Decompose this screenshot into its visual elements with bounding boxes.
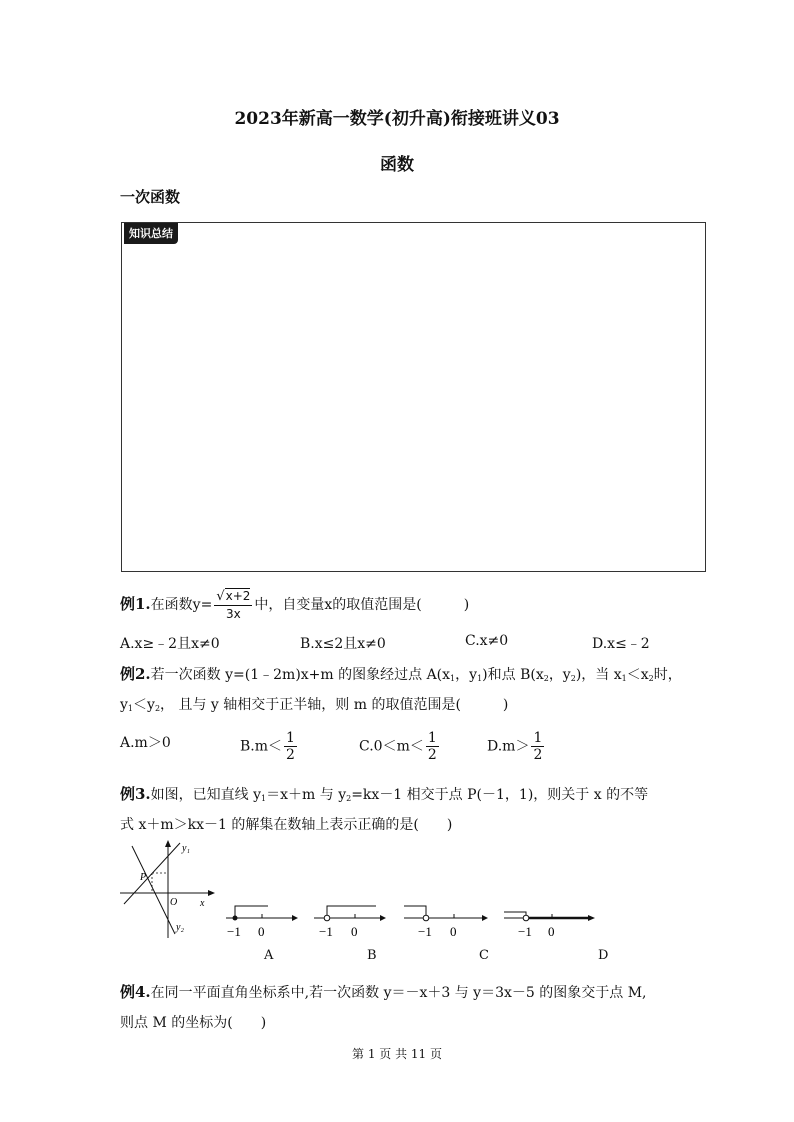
example-1: [120, 588, 469, 622]
nl-label-0: 0: [548, 924, 555, 939]
ex2-option-d-text: D.m＞: [487, 738, 530, 755]
nl-point: [233, 916, 238, 921]
example-2-option-d: [487, 730, 546, 763]
ex2-text: ，y: [548, 667, 571, 683]
page-subtitle: 函数: [380, 155, 414, 175]
example-3-option-a: A: [264, 948, 274, 963]
ex3-text: =kx－1 相交于点 P(－1，1)，则关于 x 的不等: [351, 787, 649, 803]
nl-arrow: [380, 915, 386, 921]
graph-y-arrow: [165, 840, 171, 847]
ex2-option-c-text: C.0＜m＜: [359, 738, 424, 755]
example-1-option-d: D.x≤﹣2: [592, 636, 650, 652]
example-3-line-2: 式 x＋m＞kx－1 的解集在数轴上表示正确的是( ): [120, 817, 453, 833]
example-4-label: 例4.: [120, 983, 151, 1001]
graph-x-arrow: [208, 890, 215, 896]
ex2-text: ，y: [455, 667, 478, 683]
nl-arrow: [292, 915, 298, 921]
ex2-half-fraction: [426, 730, 439, 763]
example-4-line-1: [120, 981, 647, 1002]
number-line-a: [224, 902, 300, 942]
ex2-text: )和点 B(x: [482, 667, 544, 683]
ex2-sub: 2: [154, 704, 161, 713]
frac-den: 2: [286, 747, 295, 763]
graph-label-x: x: [200, 898, 205, 909]
nl-label-0: 0: [450, 924, 457, 939]
ex2-option-a-text: A.m＞0: [120, 735, 171, 751]
ex2-sub: 1: [127, 704, 134, 713]
number-line-d: [502, 902, 598, 942]
example-2-option-a: [120, 732, 171, 752]
ex2-text: y: [120, 697, 128, 713]
example-1-option-b: B.x≤2且x≠0: [300, 636, 386, 652]
ex3-sub: 1: [261, 794, 267, 803]
frac-den: 2: [427, 747, 437, 763]
example-1-fraction: $\frac{√x+2}{3x}$: [216, 589, 251, 621]
example-2-label: 例2.: [120, 665, 151, 683]
example-3-option-c: C: [479, 948, 489, 963]
ex2-text: )，当 x: [575, 667, 622, 683]
nl-point: [523, 915, 529, 921]
ex2-sub: 1: [450, 674, 456, 683]
ex3-text: ＝x＋m 与 y: [266, 787, 347, 803]
frac-num: 1: [286, 730, 295, 746]
nl-label-neg1: −1: [518, 924, 532, 939]
nl-point: [324, 915, 330, 921]
example-1-option-a: A.x≥﹣2且x≠0: [120, 636, 220, 652]
ex2-sub: 1: [477, 674, 483, 683]
example-3-graph: [118, 838, 218, 940]
example-3-option-d: D: [598, 948, 609, 963]
ex3-sub: 2: [346, 794, 352, 803]
knowledge-summary-box: [121, 222, 706, 572]
frac-num: 1: [427, 730, 437, 746]
nl-point: [423, 915, 429, 921]
example-2-line-2: [120, 694, 508, 714]
example-3-label: 例3.: [120, 785, 151, 803]
example-1-frac-den: 3x: [225, 607, 241, 621]
example-3-option-b: B: [367, 948, 377, 963]
number-line-b: [312, 902, 388, 942]
ex2-half-fraction: [531, 730, 544, 763]
example-1-option-c: C.x≠0: [465, 633, 509, 649]
example-1-post: 中，自变量x的取值范围是( ): [254, 597, 470, 613]
ex2-sub: 2: [570, 674, 576, 683]
knowledge-summary-badge: 知识总结: [124, 223, 178, 244]
ex4-text: 在同一平面直角坐标系中,若一次函数 y＝－x＋3 与 y＝3x－5 的图象交于点 M,: [150, 985, 647, 1001]
nl-arrow: [482, 915, 488, 921]
number-line-c: [402, 902, 492, 942]
nl-label-neg1: −1: [418, 924, 432, 939]
ex3-text: 如图，已知直线 y: [150, 787, 262, 803]
nl-bracket: [404, 906, 426, 918]
ex2-sub: 1: [621, 674, 627, 683]
page-footer: 第 1 页 共 11 页: [352, 1047, 442, 1061]
graph-label-y1: y₁: [182, 843, 190, 854]
frac-num: 1: [533, 730, 543, 746]
nl-bracket: [327, 906, 376, 918]
ex2-text: 时，: [653, 667, 682, 683]
ex2-sub: 2: [648, 674, 654, 683]
page-title: 2023年新高一数学(初升高)衔接班讲义03: [234, 109, 560, 129]
nl-label-0: 0: [351, 924, 358, 939]
example-2-option-b: [240, 730, 299, 763]
ex2-sub: 2: [543, 674, 549, 683]
graph-label-p: P: [140, 872, 147, 883]
nl-arrow: [588, 915, 595, 921]
ex2-half-fraction: [284, 730, 297, 763]
section-heading: 一次函数: [120, 188, 181, 206]
example-4-line-2: 则点 M 的坐标为( ): [120, 1015, 267, 1031]
example-3-line-1: [120, 783, 648, 804]
ex2-text: ＜x: [626, 667, 649, 683]
example-2-line-1: [120, 663, 682, 684]
graph-label-o: O: [170, 897, 178, 908]
example-1-pre: 在函数y=: [150, 597, 213, 613]
nl-label-0: 0: [258, 924, 265, 939]
ex2-text: ＜y: [133, 697, 155, 713]
example-2-option-c: [359, 730, 441, 763]
nl-label-neg1: −1: [319, 924, 333, 939]
example-1-frac-num: x+2: [225, 589, 251, 603]
nl-bracket: [504, 912, 526, 918]
example-1-label: 例1.: [120, 595, 151, 613]
ex2-text: ， 且与 y 轴相交于正半轴，则 m 的取值范围是( ): [160, 697, 509, 713]
ex2-option-b-text: B.m＜: [240, 738, 283, 755]
nl-label-neg1: −1: [227, 924, 241, 939]
graph-label-y2: y₂: [176, 922, 184, 933]
ex2-text: 若一次函数 y=(1﹣2m)x+m 的图象经过点 A(x: [150, 667, 451, 683]
graph-line-y2: [132, 846, 178, 934]
nl-bracket: [235, 906, 268, 918]
frac-den: 2: [533, 747, 543, 763]
